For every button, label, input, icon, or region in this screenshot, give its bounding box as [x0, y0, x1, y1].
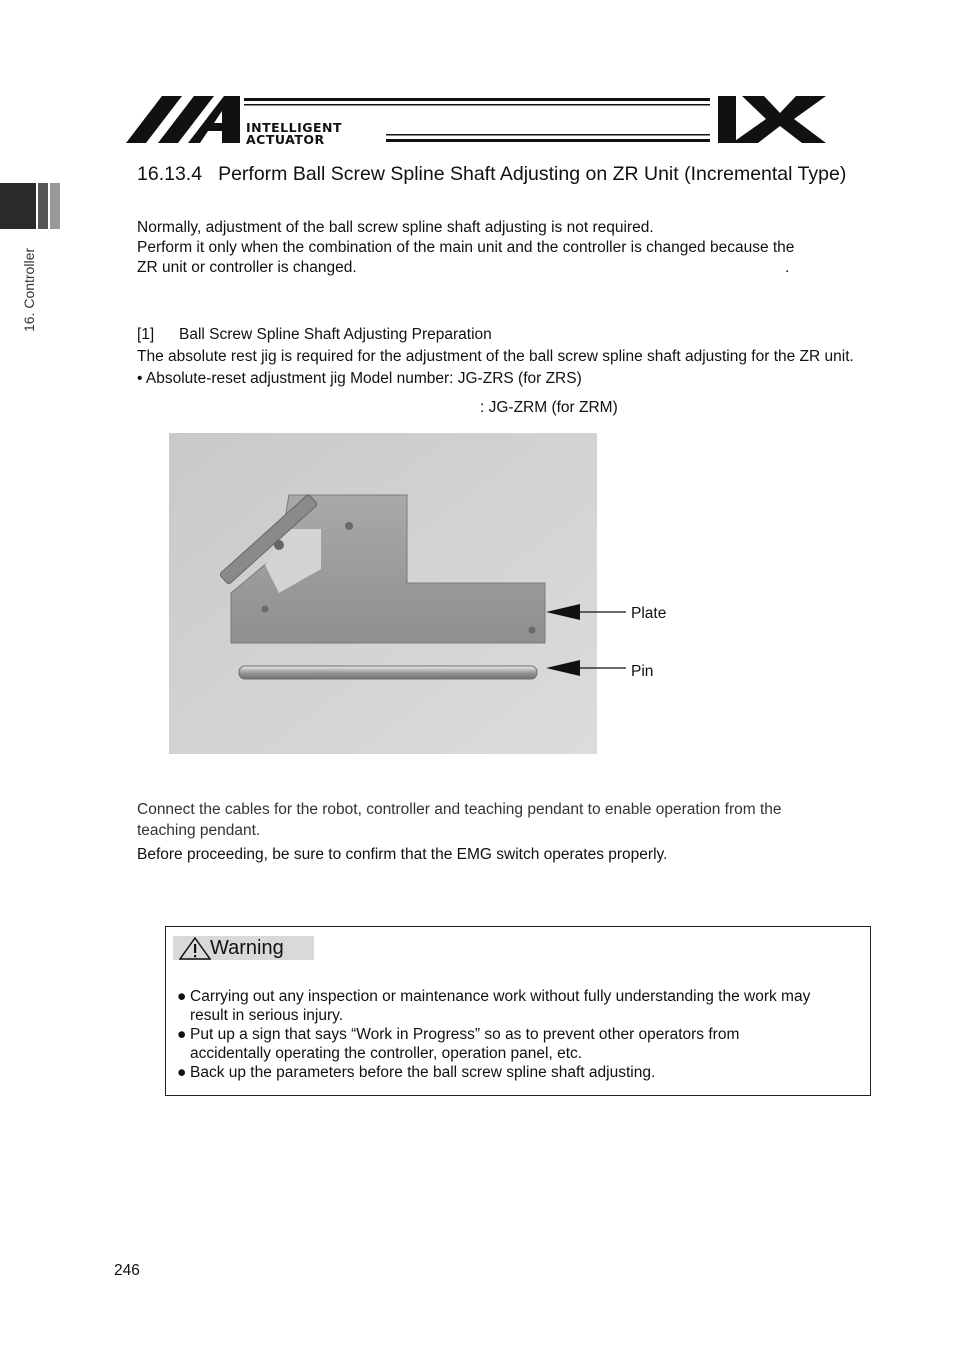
warning-box	[165, 926, 871, 1096]
warning-triangle-icon	[179, 937, 211, 960]
step-description: The absolute rest jig is required for the adjustment of the ball screw spline shaft adjusting for the ZR unit.	[137, 348, 854, 365]
callout-arrows	[540, 600, 630, 680]
section-heading	[137, 163, 846, 186]
warning-item: ● Back up the parameters before the ball screw spline shaft adjusting.	[177, 1064, 656, 1081]
intro-trailing-dot: .	[785, 259, 790, 276]
bullet-icon: ●	[177, 988, 187, 1005]
section-number: 16.13.4	[137, 163, 203, 185]
section-title: Perform Ball Screw Spline Shaft Adjusting on ZR Unit (Incremental Type)	[218, 163, 847, 185]
step-title: Ball Screw Spline Shaft Adjusting Preparation	[179, 326, 492, 343]
jig-photo	[169, 433, 597, 754]
connect-line-2: teaching pendant.	[137, 822, 261, 839]
logo-text-actuator: ACTUATOR	[246, 132, 325, 147]
plate-label: Plate	[631, 605, 667, 622]
intro-line-3: ZR unit or controller is changed.	[137, 259, 357, 276]
warning-title: Warning	[210, 937, 284, 959]
company-logo	[126, 93, 828, 145]
jig-model-zrs: • Absolute-reset adjustment jig Model number: JG-ZRS (for ZRS)	[137, 370, 582, 387]
logo-text-intelligent: INTELLIGENT	[246, 120, 343, 135]
warning-item: ● Carrying out any inspection or maintenance work without fully understanding the work may result in serious injury.	[177, 988, 811, 1024]
intro-line-2: Perform it only when the combination of the main unit and the controller is changed because the	[137, 239, 795, 256]
pin-label: Pin	[631, 663, 654, 680]
jig-model-zrm: : JG-ZRM (for ZRM)	[480, 399, 618, 416]
step-number: [1]	[137, 326, 155, 343]
intro-line-1: Normally, adjustment of the ball screw spline shaft adjusting is not required.	[137, 219, 654, 236]
page-number: 246	[114, 1262, 140, 1279]
warning-header	[173, 936, 314, 960]
bullet-icon: ●	[177, 1026, 187, 1043]
pin-shape	[239, 666, 537, 679]
bullet-icon: ●	[177, 1064, 187, 1081]
connect-line-3: Before proceeding, be sure to confirm that the EMG switch operates properly.	[137, 846, 668, 863]
connect-line-1: Connect the cables for the robot, controller and teaching pendant to enable operation from the	[137, 801, 782, 818]
chapter-tab-marker	[0, 183, 60, 229]
chapter-tab-label: 16. Controller	[21, 247, 37, 333]
ia-logo-mark	[126, 93, 828, 145]
warning-item: ● Put up a sign that says “Work in Progress” so as to prevent other operators from accidentally operating the controller, operation panel, etc.	[177, 1026, 740, 1062]
